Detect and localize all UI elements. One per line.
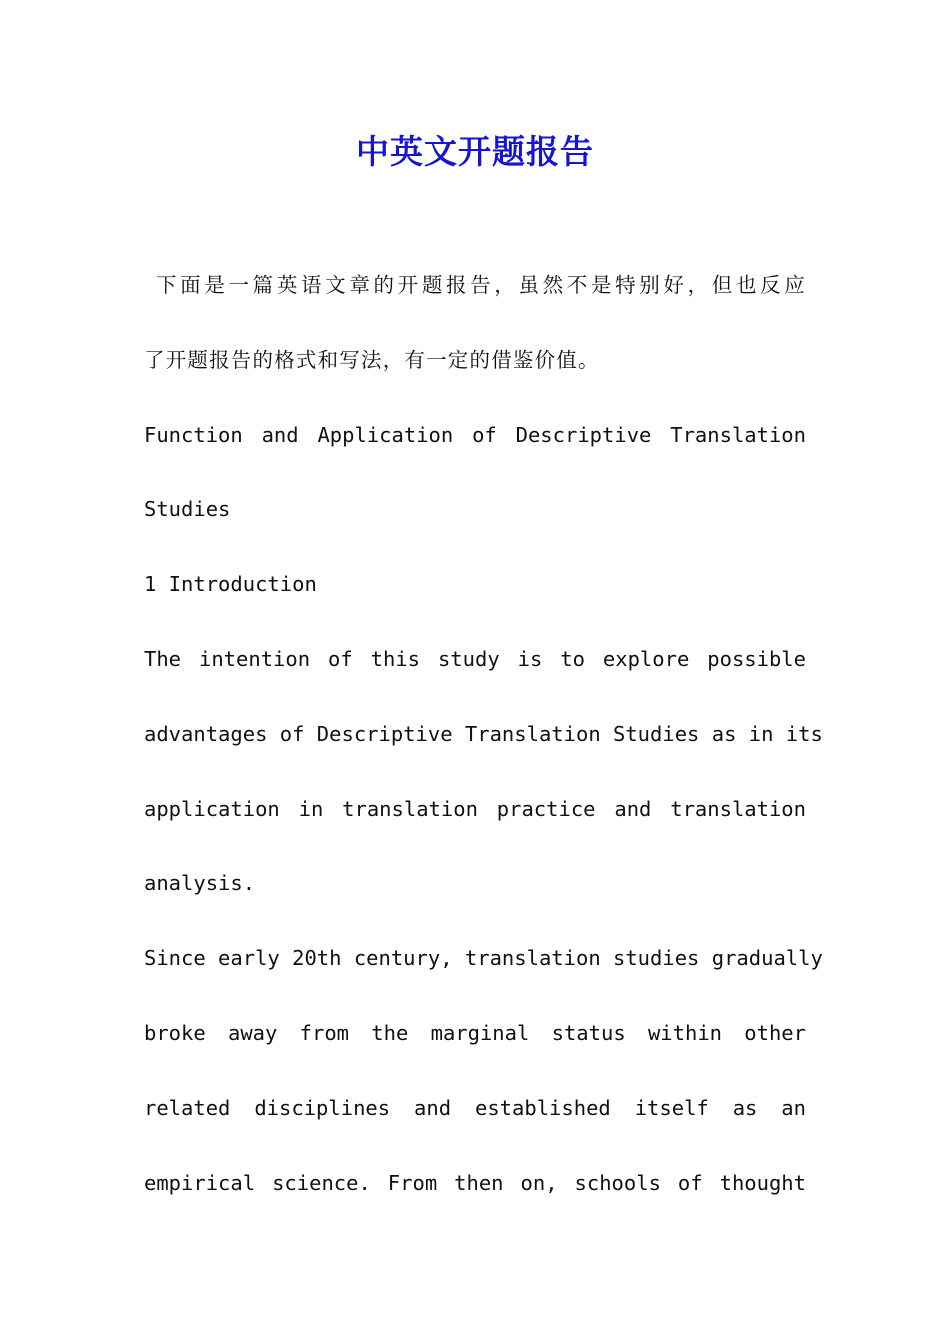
paragraph-line: analysis. <box>144 871 256 896</box>
paragraph-line: related disciplines and established itself as an <box>144 1095 806 1120</box>
paragraph-line: broke away from the marginal status within other <box>144 1020 806 1045</box>
paragraph-line: empirical science. From then on, schools of thought <box>144 1170 806 1195</box>
document-body <box>144 262 823 1234</box>
document-title: 中英文开题报告 <box>356 132 594 171</box>
paragraph-line: advantages of Descriptive Translation Studies as in its <box>144 721 823 746</box>
paragraph-line: 下面是一篇英语文章的开题报告，虽然不是特别好，但也反应 <box>156 273 806 297</box>
paragraph-line: The intention of this study is to explore possible <box>144 646 806 671</box>
section-heading: 1 Introduction <box>144 572 317 597</box>
section-heading-line: Function and Application of Descriptive Translation <box>144 422 806 447</box>
paragraph-line: 了开题报告的格式和写法，有一定的借鉴价值。 <box>144 347 600 372</box>
paragraph-line: application in translation practice and translation <box>144 796 806 821</box>
paragraph-line: Since early 20th century, translation studies gradually <box>144 946 823 971</box>
section-heading-line: Studies <box>144 497 231 522</box>
